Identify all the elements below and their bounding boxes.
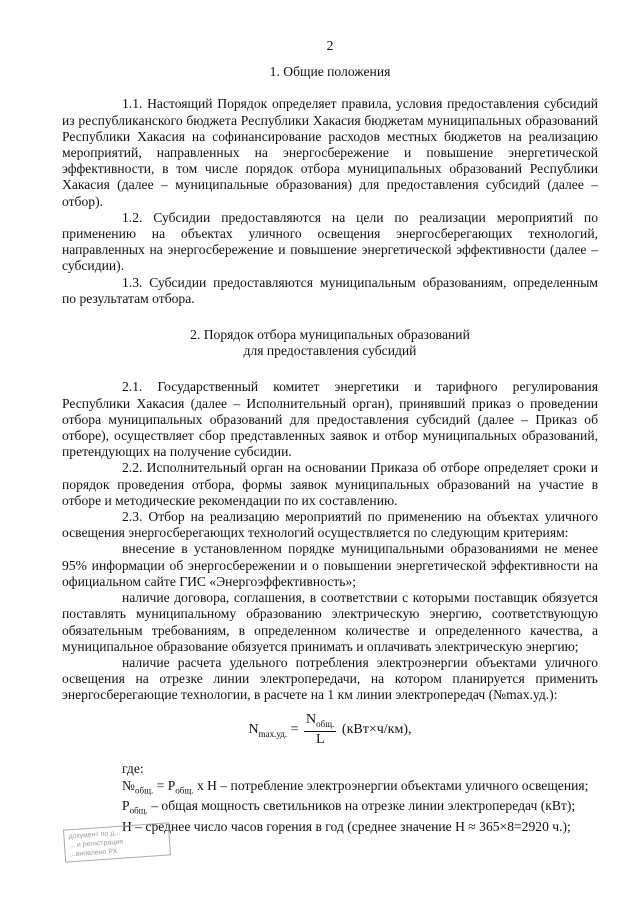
spacer	[62, 80, 598, 96]
criterion-2: наличие договора, соглашения, в соответствии с которыми поставщик обязуется поставлять муниципальному образованию электрическую энергию, соответствующую обязательным требованиям, в определенном количестве и определенного качества, а муниципальное образование обязуется принимать и оплачивать электрическую энергию;	[62, 590, 598, 654]
formula-denominator: L	[315, 732, 325, 748]
paragraph-1-2: 1.2. Субсидии предоставляются на цели по реализации мероприятий по применению на объектах уличного освещения энергосберегающих технологий, направленных на энергосбережение и повышение энергетической эффективности (далее – субсидии).	[62, 209, 598, 274]
formula-fraction	[304, 712, 336, 748]
page-number: 2	[326, 38, 334, 53]
paragraph-2-2: 2.2. Исполнительный орган на основании Приказа об отборе определяет сроки и порядок проведения отбора, формы заявок муниципальных образований на участие в отборе и методические рекомендации по их составлению.	[62, 460, 598, 508]
section-2-title-line-2: для предоставления субсидий	[243, 343, 417, 359]
paragraph-1-1: 1.1. Настоящий Порядок определяет правила, условия предоставления субсидий из республиканского бюджета Республики Хакасия бюджетам муниципальных образований Республики Хакасия на софинансирование расходов местных бюджетов на реализацию мероприятий, направленных на энергосбережение и повышение энергетической эффективности, в том числе порядок отбора муниципальных образований Республики Хакасия (далее – муниципальные образования) для предоставления субсидий (далее – отбор).	[62, 96, 598, 209]
section-1-title: 1. Общие положения	[269, 64, 391, 80]
document-page	[62, 38, 598, 836]
section-2-title-line-1: 2. Порядок отбора муниципальных образований	[190, 327, 470, 343]
where-line-2: $P_{общ.}$ – общая мощность светильников на отрезке линии электропередач (кВт);	[122, 798, 576, 817]
spacer	[62, 359, 598, 379]
formula-lhs: $N_{max.уд.}$	[248, 721, 288, 739]
document-stamp: документ по д... ... и регистрация ...ановлено РХ	[63, 822, 171, 862]
criterion-1: внесение в установленном порядке муниципальными образованиями не менее 95% информации об энергосбережении и о повышении энергетической эффективности на официальном сайте ГИС «Энергоэффективность»;	[62, 541, 598, 589]
where-line-3: Н – среднее число часов горения в год (среднее значение Н ≈ 365×8=2920 ч.);	[122, 819, 571, 835]
paragraph-2-1: 2.1. Государственный комитет энергетики и тарифного регулирования Республики Хакасия (далее – Исполнительный орган), принявший приказ о проведении отбора муниципальных образований для предоставления субсидий (далее – Приказ об отборе), осуществляет сбор представленных заявок и отбор муниципальных образований, претендующих на получение субсидии.	[62, 379, 598, 460]
paragraph-1-3: 1.3. Субсидии предоставляются муниципальным образованиям, определенным по результатам отбора.	[62, 274, 598, 306]
criterion-3: наличие расчета удельного потребления электроэнергии объектами уличного освещения на отрезке линии электропередачи, на котором планируется применить энергосберегающие технологии, в расчете на 1 км линии электропередач (№max.уд.):	[62, 654, 598, 703]
formula-unit: (кВт×ч/км),	[341, 721, 412, 737]
formula-equals: =	[290, 721, 299, 737]
where-label: где:	[122, 761, 144, 777]
formula	[62, 712, 598, 748]
paragraph-2-3: 2.3. Отбор на реализацию мероприятий по применению на объектах уличного освещения энергосберегающих технологий осуществляется по следующим критериям:	[62, 509, 598, 541]
where-line-1: $№_{общ.} = P_{общ.}$ х Н – потребление электроэнергии объектами уличного освещения;	[122, 777, 589, 796]
spacer	[62, 307, 598, 327]
formula-numerator: $N_{общ.}$	[304, 712, 336, 733]
